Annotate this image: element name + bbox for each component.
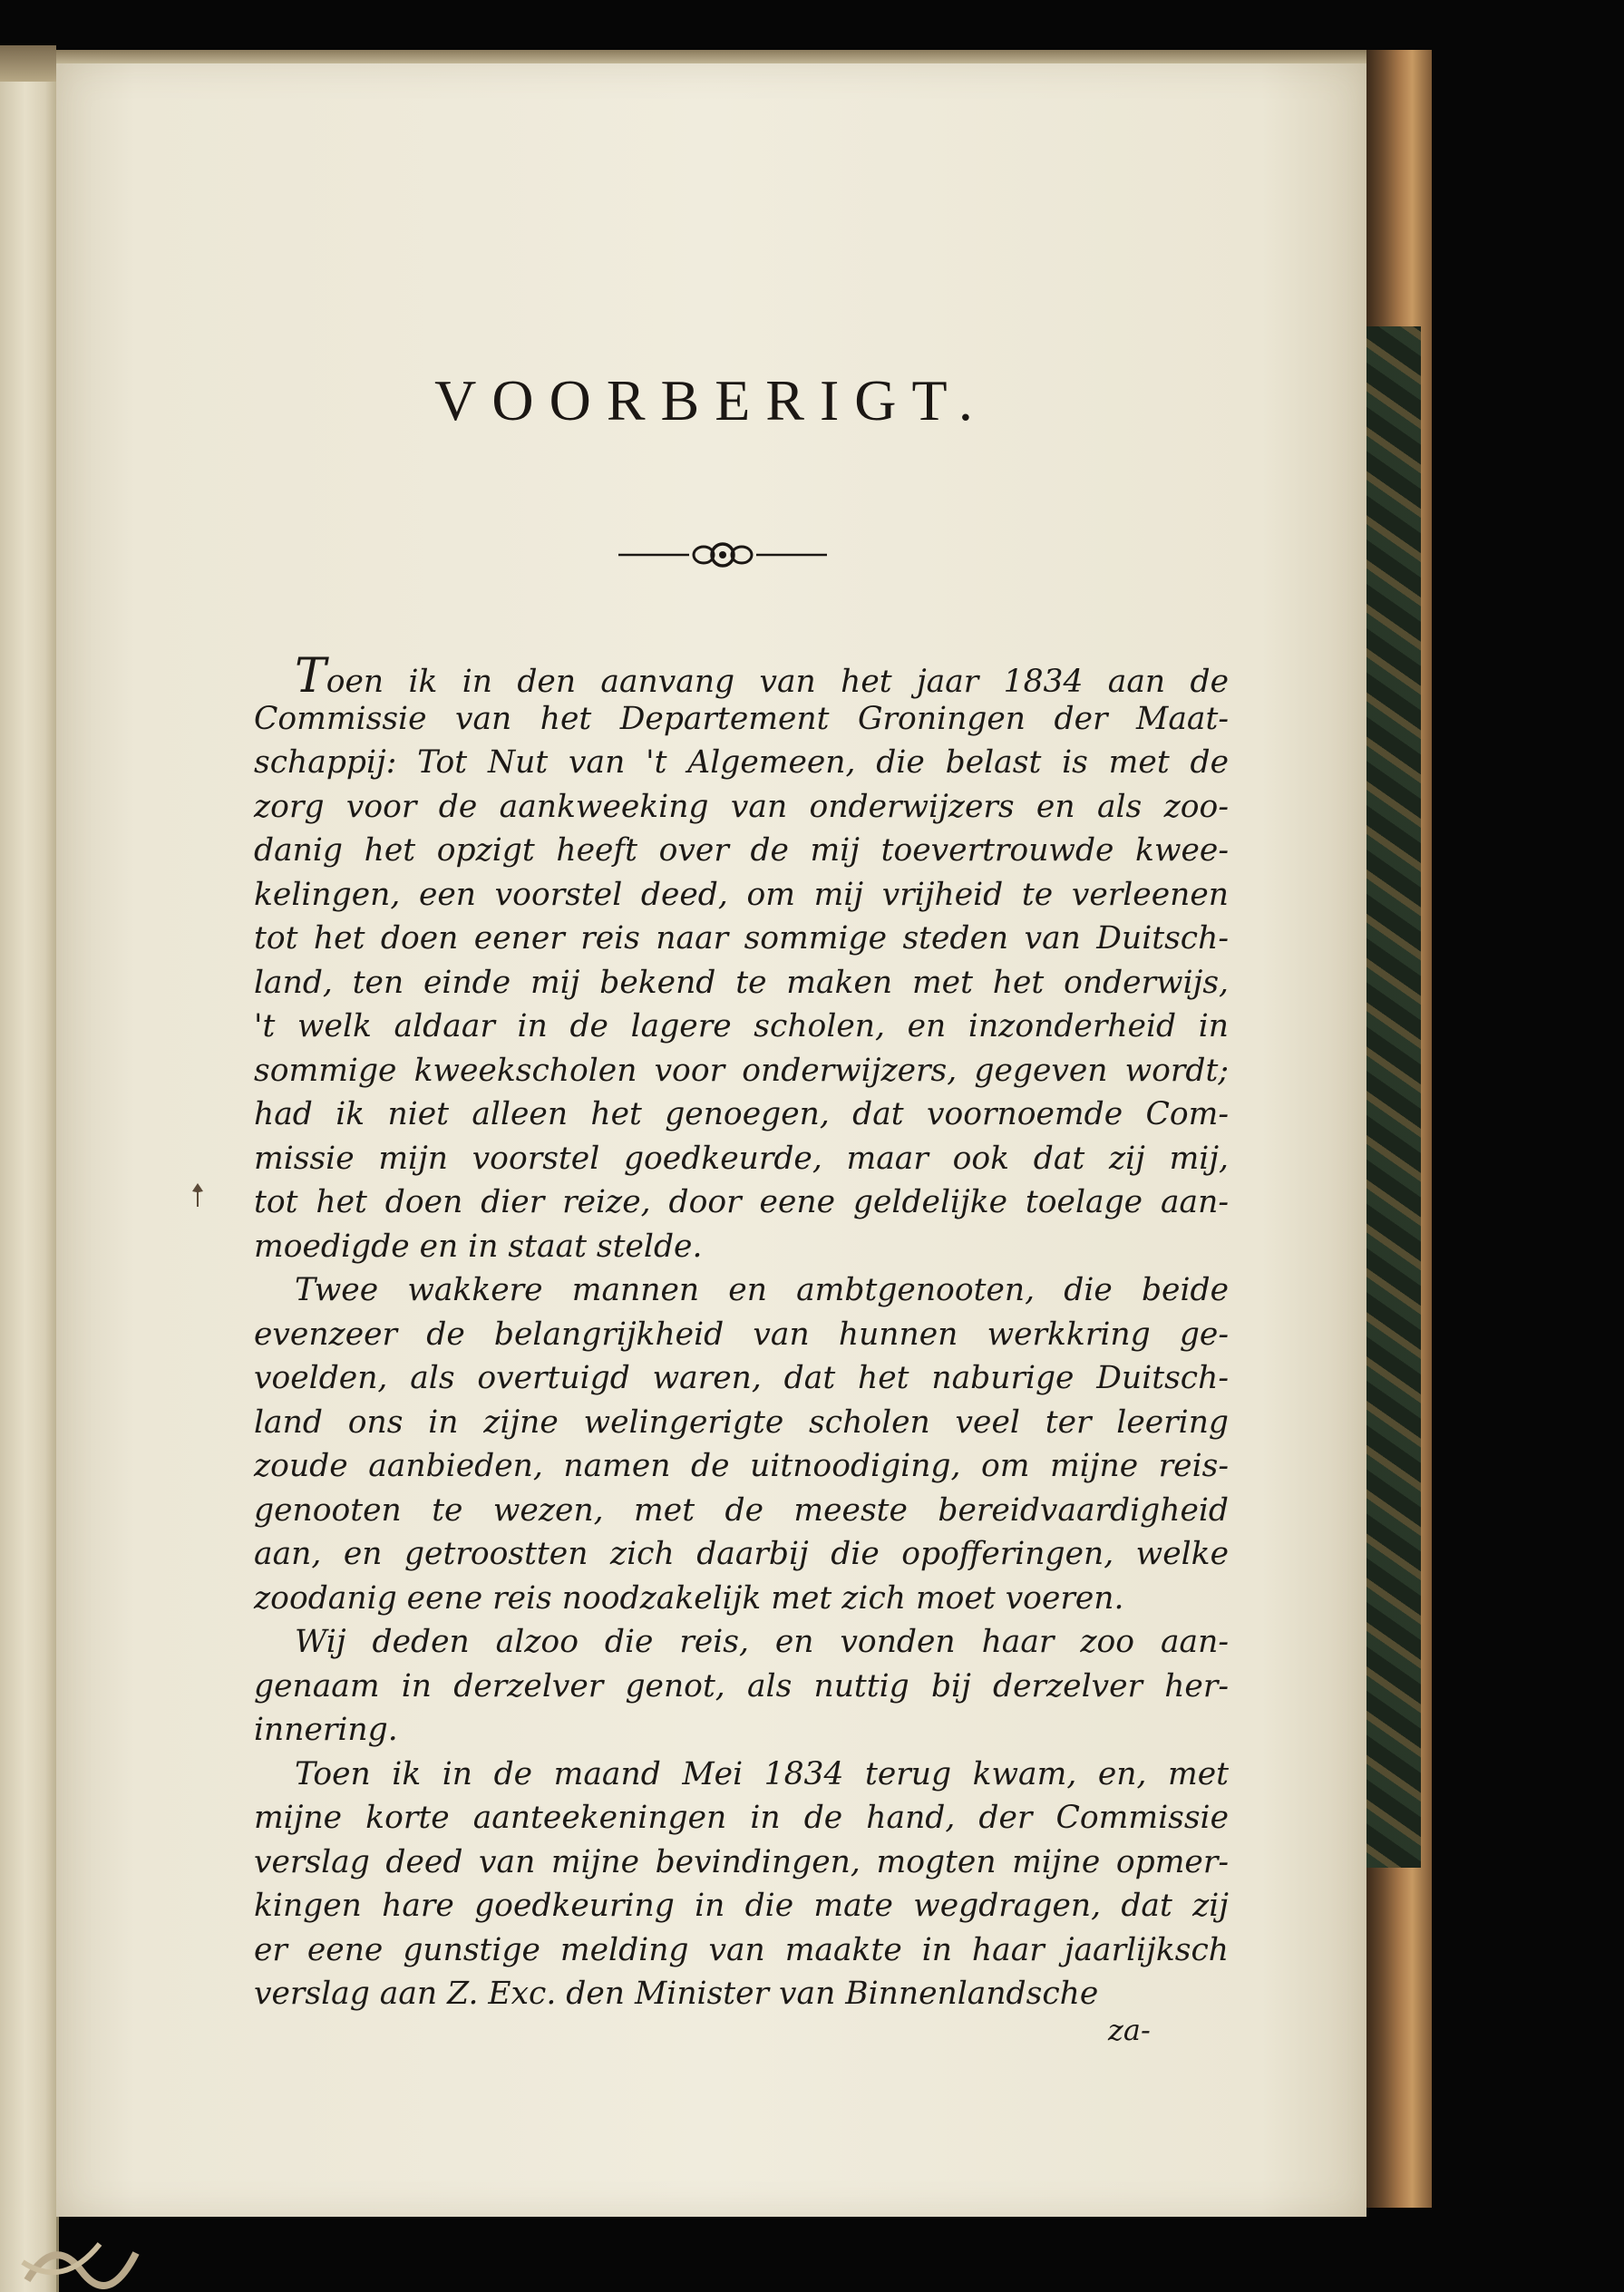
text-line: tot het doen dier reize, door eene geldelijke toelage aan- (254, 1184, 1229, 1220)
text-line: missie mijn voorstel goedkeurde, maar ook dat zij mij, (254, 1140, 1229, 1177)
text-line: Wij deden alzoo die reis, en vonden haar zoo aan- (295, 1624, 1229, 1660)
text-line: land ons in zijne welingerigte scholen veel ter leering (254, 1403, 1229, 1441)
text-line: verslag deed van mijne bevindingen, mogten mijne opmer- (254, 1843, 1229, 1880)
text-line: had ik niet alleen het genoegen, dat voornoemde Com- (254, 1096, 1229, 1132)
text-line: genaam in derzelver genot, als nuttig bij derzelver her- (254, 1667, 1229, 1704)
marbled-cover-paper (1365, 326, 1421, 1868)
text-line: land, ten einde mij bekend te maken met het onderwijs, (254, 964, 1229, 1001)
text-line: er eene gunstige melding van maakte in haar jaarlijksch (254, 1931, 1229, 1968)
text-line: kelingen, een voorstel deed, om mij vrijheid te verleenen (254, 876, 1229, 913)
text-line: zorg voor de aankweeking van onderwijzers en als zoo- (254, 788, 1229, 825)
text-line: kingen hare goedkeuring in die mate wegdragen, dat zij (254, 1888, 1229, 1924)
page-title: VOORBERIGT. (434, 368, 988, 432)
text-line: danig het opzigt heeft over de mij toevertrouwde kwee- (254, 832, 1229, 869)
catchword: za- (1108, 2013, 1151, 2047)
text-line: genooten te wezen, met de meeste bereidvaardigheid (254, 1491, 1229, 1529)
binding-thread (18, 2217, 145, 2289)
text-line: aan, en getroostten zich daarbij die opofferingen, welke (254, 1536, 1229, 1572)
text-line: mijne korte aanteekeningen in de hand, der Commissie (254, 1800, 1229, 1836)
text-line: tot het doen eener reis naar sommige steden van Duitsch- (254, 920, 1229, 957)
text-line: moedigde en in staat stelde. (254, 1228, 703, 1265)
book-page (56, 63, 1366, 2217)
left-facing-page-edge (0, 54, 59, 2292)
text-line: Twee wakkere mannen en ambtgenooten, die beide (295, 1272, 1229, 1308)
text-line: sommige kweekscholen voor onderwijzers, gegeven wordt; (254, 1052, 1229, 1089)
text-line: zoodanig eene reis noodzakelijk met zich moet voeren. (254, 1579, 1124, 1617)
text-line: voelden, als overtuigd waren, dat het naburige Duitsch- (254, 1360, 1229, 1396)
text-line: verslag aan Z. Exc. den Minister van Binnenlandsche (254, 1976, 1099, 2012)
margin-mark-icon (190, 1183, 205, 1207)
text-line: innering. (254, 1712, 398, 1748)
body-text (254, 649, 1229, 2016)
text-line: zoude aanbieden, namen de uitnoodiging, om mijne reis- (254, 1448, 1229, 1484)
text-line: evenzeer de belangrijkheid van hunnen werkkring ge- (254, 1316, 1229, 1353)
decorative-rule-ornament (618, 537, 827, 573)
text-line: 't welk aldaar in de lagere scholen, en inzonderheid in (254, 1008, 1229, 1044)
text-line: Toen ik in den aanvang van het jaar 1834 aan de (295, 649, 1229, 704)
text-line: schappij: Tot Nut van 't Algemeen, die belast is met de (254, 744, 1229, 781)
text-line: Toen ik in de maand Mei 1834 terug kwam, en, met (295, 1755, 1229, 1792)
text-line: Commissie van het Departement Groningen der Maat- (254, 700, 1229, 737)
